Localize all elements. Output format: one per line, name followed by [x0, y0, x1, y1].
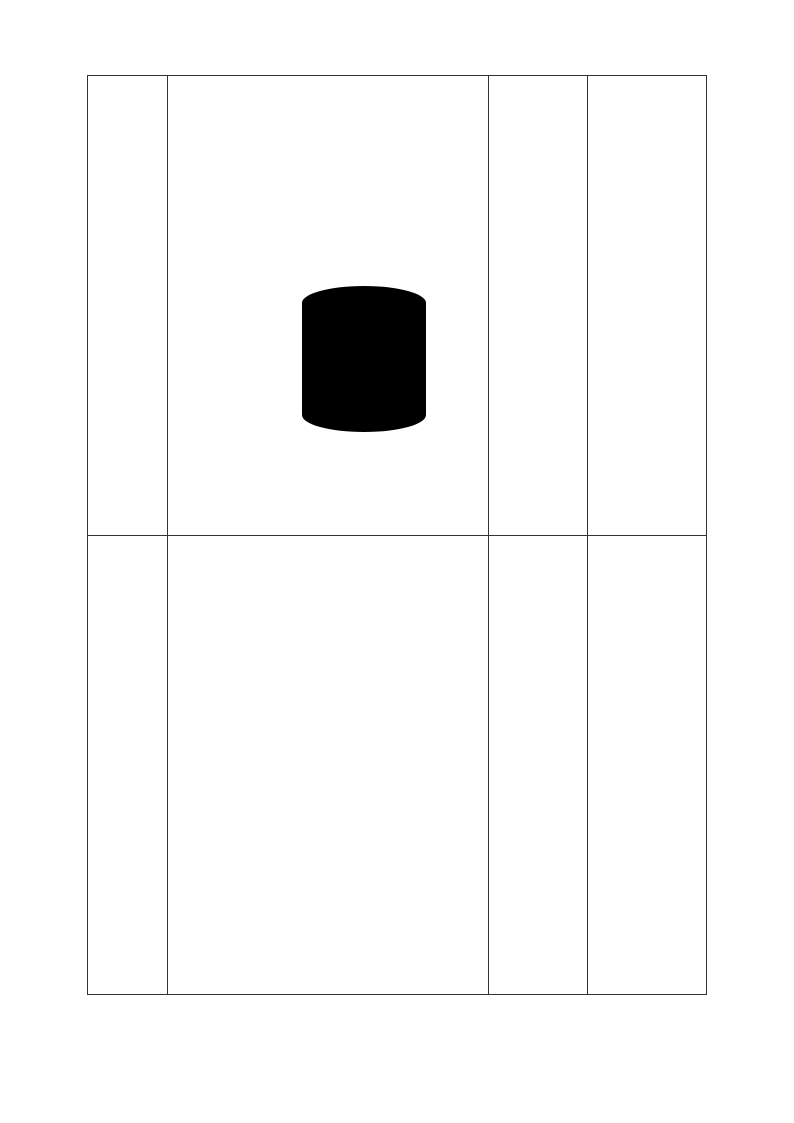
- cylinder-body: [302, 303, 426, 432]
- table-right-border: [706, 75, 707, 995]
- table-left-border: [87, 75, 88, 995]
- table-bottom-border: [87, 994, 707, 995]
- table-top-border: [87, 75, 707, 76]
- cylinder-top-face: [302, 286, 426, 320]
- table-row-divider: [87, 535, 707, 536]
- table-col-divider-3: [587, 75, 588, 995]
- table-col-divider-1: [167, 75, 168, 995]
- table-col-divider-2: [488, 75, 489, 995]
- cylinder-figure: [260, 280, 480, 455]
